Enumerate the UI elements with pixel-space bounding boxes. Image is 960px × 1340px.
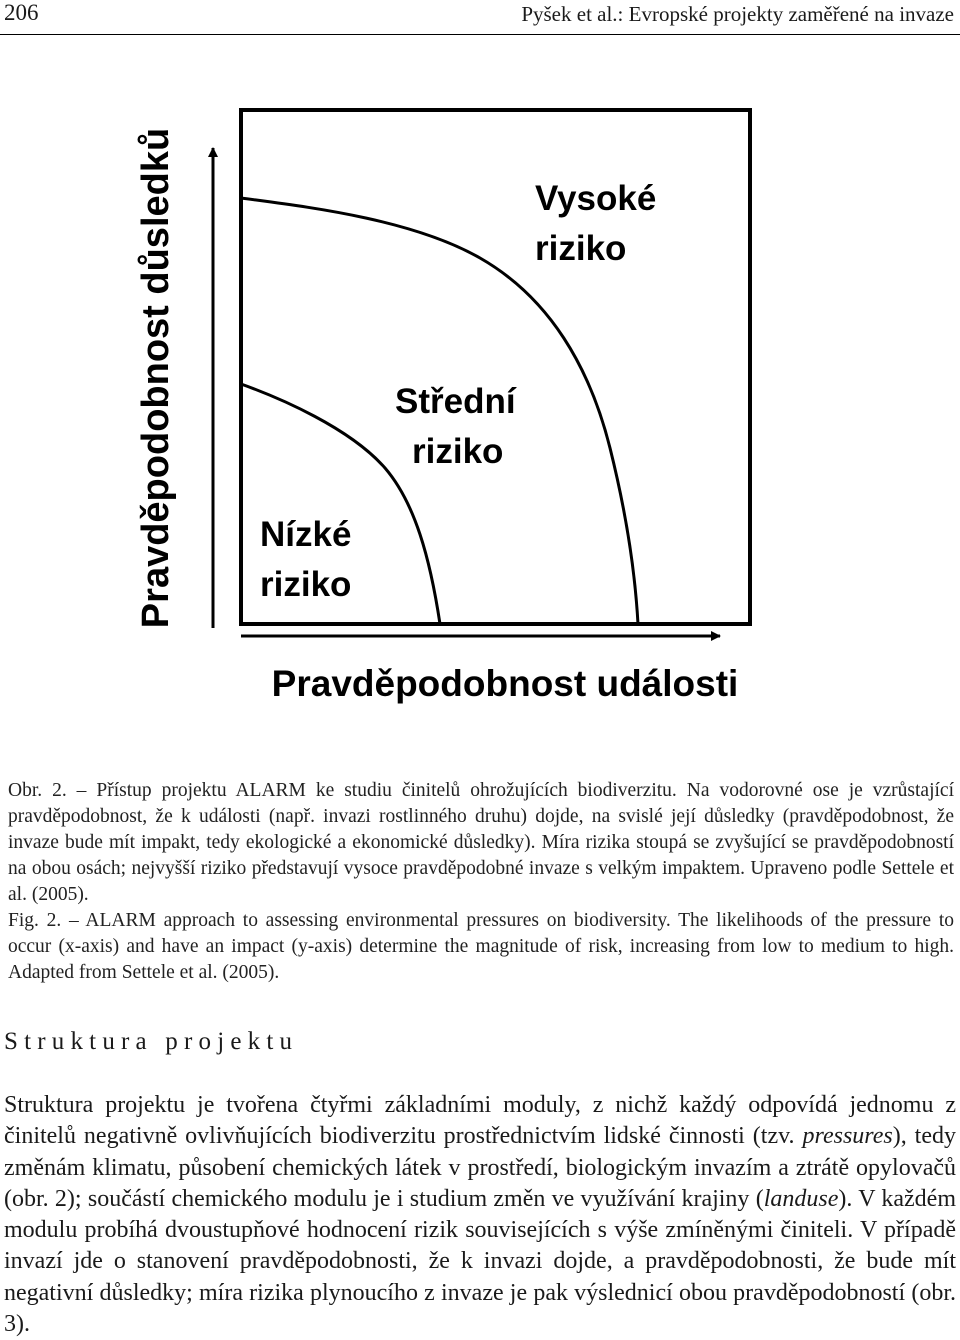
figure-caption <box>8 778 954 986</box>
body-text-segment-1: Struktura projektu je tvořena čtyřmi základními moduly, z nichž každý odpovídá jednomu z činitelů negativně ovlivňujících biodiverzitu prostřednictvím lidské činnosti (tzv. <box>4 1092 956 1150</box>
body-term-pressures: pressures <box>802 1123 893 1150</box>
body-text-segment-2: ), tedy změnám klimatu, působení chemických látek v prostředí, biologickým invazím a ztrátě opylovačů (obr. 2); součástí chemického modulu je i studium změn ve využívání krajiny ( <box>4 1123 956 1212</box>
risk-figure <box>130 88 790 728</box>
risk-diagram <box>130 88 790 728</box>
y-axis-label: Pravděpodobnost důsledků <box>135 127 177 629</box>
section-heading: Struktura projektu <box>4 1028 299 1055</box>
mid-risk-label-line2: riziko <box>412 432 504 471</box>
body-paragraph <box>4 1090 956 1340</box>
caption-english: Fig. 2. – ALARM approach to assessing environmental pressures on biodiversity. The likelihoods of the pressure to occur (x-axis) and have an impact (y-axis) determine the magnitude of risk, increasing from low to medium to high. Adapted from Settele et al. (2005). <box>8 910 954 983</box>
caption-czech: Obr. 2. – Přístup projektu ALARM ke studiu činitelů ohrožujících biodiverzitu. Na vodorovné ose je vzrůstající pravděpodobnost, že k události (např. invazi rostlinného druhu) dojde, na svislé její důsledky (pravděpodobnost, že invaze bude mít impakt, tedy ekologické a ekonomické důsledky). Míra rizika stoupá se zvyšující se pravděpodobností na obou osách; nejvyšší riziko představují vysoce pravděpodobné invaze s velkým impaktem. Upraveno podle Settele et al. (2005). <box>8 780 954 905</box>
high-risk-label-line1: Vysoké <box>535 179 657 218</box>
running-head <box>0 0 960 35</box>
mid-risk-label-line1: Střední <box>395 382 516 421</box>
high-risk-label-line2: riziko <box>535 229 627 268</box>
low-risk-label-line2: riziko <box>260 565 352 604</box>
page-number: 206 <box>4 0 39 25</box>
x-axis-label: Pravděpodobnost události <box>271 663 739 704</box>
low-risk-label-line1: Nízké <box>260 515 352 554</box>
body-text <box>4 1090 956 1340</box>
body-text-segment-3: ). V každém modulu probíhá dvoustupňové hodnocení rizik souvisejících s výše zmíněnými činiteli. V případě invazí jde o stanovení pravděpodobnosti, že k invazi dojde, a pravděpodobnosti, že bude mít negativní důsledky; míra rizika plynoucího z invaze je pak výslednicí obou pravděpodobností (obr. 3). <box>4 1185 956 1338</box>
body-term-landuse: landuse <box>763 1185 839 1212</box>
running-title: Pyšek et al.: Evropské projekty zaměřené na invaze <box>521 2 954 26</box>
